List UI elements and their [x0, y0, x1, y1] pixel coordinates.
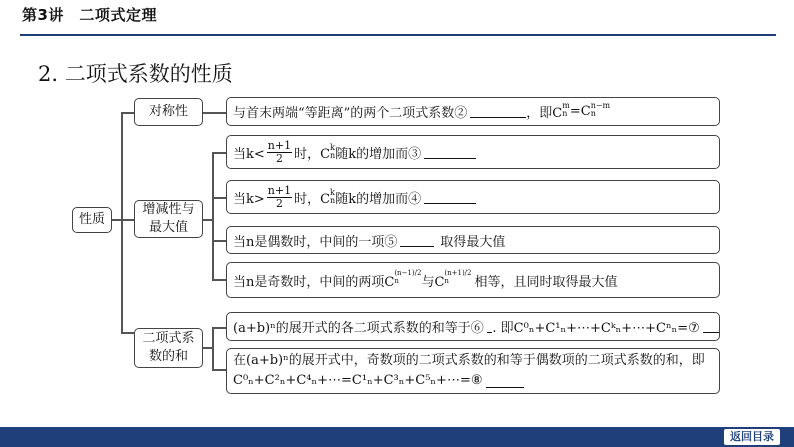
fraction: $\frac{n+1}{2}$	[267, 138, 292, 165]
comb-symbol: k n	[330, 188, 336, 205]
to-increase	[212, 152, 226, 154]
decrease-item: 当k> $\frac{n+1}{2}$ 时，C k n 随k的增加而④	[226, 180, 720, 214]
section-title: 2. 二项式系数的性质	[38, 62, 233, 86]
odd-item: 当n是奇数时，中间的两项C (n−1)/2 n 与C (n+1)/2 n 相等，且同时取得最大值	[226, 262, 720, 298]
root-spine	[121, 112, 123, 332]
comb-symbol: (n−1)/2 n	[394, 269, 422, 285]
symmetry-label: 对称性	[148, 104, 188, 119]
blank-4[interactable]	[424, 191, 476, 204]
increase-item: 当k< $\frac{n+1}{2}$ 时，C k n 随k的增加而③	[226, 135, 720, 169]
footer-bar	[0, 427, 794, 447]
symmetry-connector	[203, 112, 226, 114]
monotonic-category	[134, 200, 203, 238]
comb-symbol-2: n−m n	[590, 100, 611, 118]
monotonic-label: 增减性与最大值	[142, 202, 195, 235]
properties-label: 性质	[78, 212, 105, 227]
to-odd	[212, 279, 226, 281]
spine-to-monotonic	[121, 219, 134, 221]
sum-odd-even-item	[226, 348, 720, 394]
symmetry-text: 与首末两端“等距离”的两个二项式系数②	[233, 106, 468, 121]
blank-8[interactable]	[486, 375, 524, 388]
to-decrease	[212, 197, 226, 199]
to-sum-all	[212, 327, 226, 329]
fraction: $\frac{n+1}{2}$	[267, 183, 292, 210]
to-sum-odd-even	[212, 369, 226, 371]
sum-label: 二项式系数的和	[142, 331, 195, 364]
symmetry-category	[134, 98, 203, 126]
comb-symbol: m n	[562, 100, 570, 118]
sum-odd-even-line1: 在(a+b)ⁿ的展开式中，奇数项的二项式系数的和等于偶数项的二项式系数的和，即	[233, 353, 705, 368]
comb-symbol: k n	[330, 143, 336, 160]
symmetry-tail: ，即C	[526, 106, 563, 121]
sum-spine	[212, 327, 214, 369]
blank-2[interactable]	[470, 105, 526, 118]
spine-to-symmetry	[121, 112, 134, 114]
header-divider	[20, 34, 776, 36]
symmetry-eq: =C	[569, 104, 591, 119]
symmetry-item	[226, 97, 720, 126]
back-to-contents-button[interactable]: 返回目录	[724, 429, 780, 445]
monotonic-spine	[212, 152, 214, 279]
spine-to-sum	[121, 332, 134, 334]
blank-5[interactable]	[400, 234, 434, 247]
sum-odd-even-line2: C⁰ₙ+C²ₙ+C⁴ₙ+⋯=C¹ₙ+C³ₙ+C⁵ₙ+⋯=⑧	[233, 373, 483, 388]
properties-root	[72, 207, 112, 233]
blank-3[interactable]	[424, 146, 476, 159]
sum-all-item: (a+b)ⁿ的展开式的各二项式系数的和等于⑥ . 即C⁰ₙ+C¹ₙ+⋯+Cᵏₙ+⋯+Cⁿₙ=⑦	[226, 312, 720, 341]
sum-category	[134, 328, 203, 368]
blank-7[interactable]	[703, 320, 719, 333]
even-item: 当n是偶数时，中间的一项⑤ 取得最大值	[226, 226, 720, 254]
sum-odd-even-line2-wrap	[233, 371, 524, 391]
to-even	[212, 240, 226, 242]
lecture-title: 第3讲 二项式定理	[22, 6, 157, 24]
comb-symbol: (n+1)/2 n	[444, 269, 472, 285]
